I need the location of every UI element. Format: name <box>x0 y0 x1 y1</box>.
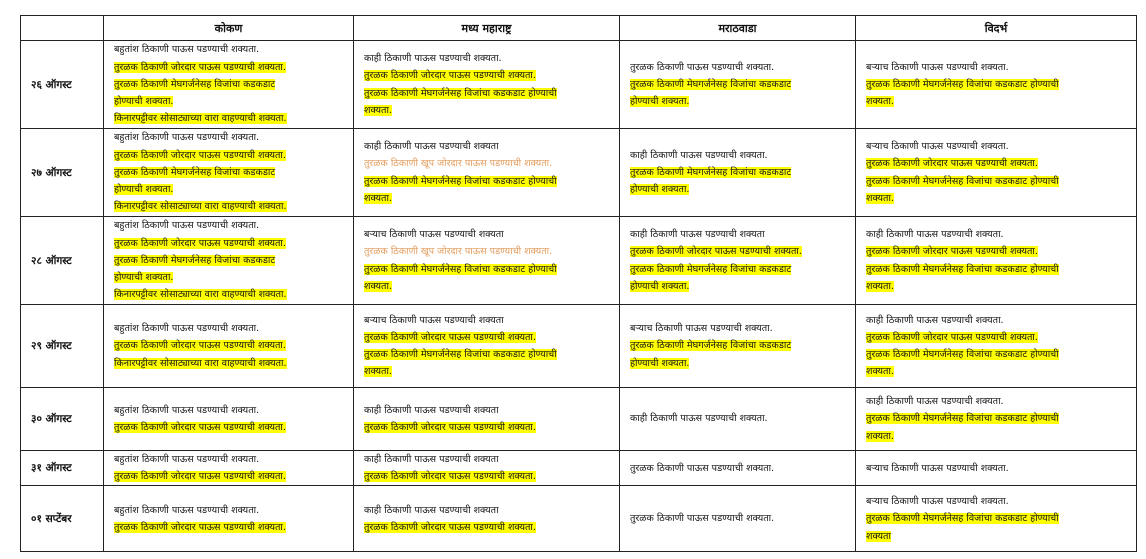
forecast-line-text: शक्यता. <box>866 280 894 292</box>
forecast-line-text: तुरळक ठिकाणी मेघगर्जनेसह विजांचा कडकडाट <box>630 340 792 352</box>
forecast-line <box>630 278 847 295</box>
forecast-line <box>114 269 345 286</box>
forecast-line-text: किनारपट्टीवर सोसाट्याच्या वारा वाहण्याची शक्यता. <box>114 113 287 125</box>
row-date: २७ ऑगस्ट <box>21 129 104 217</box>
forecast-line-text: तुरळक ठिकाणी मेघगर्जनेसह विजांचा कडकडाट <box>114 254 276 266</box>
forecast-line <box>364 173 611 190</box>
forecast-line-text: शक्यता. <box>364 192 392 204</box>
forecast-line <box>114 164 345 181</box>
forecast-line-text: तुरळक ठिकाणी जोरदार पाऊस पडण्याची शक्यता. <box>114 471 286 483</box>
forecast-line-text: तुरळक ठिकाणी मेघगर्जनेसह विजांचा कडकडाट होण्याची <box>866 175 1059 187</box>
forecast-line-text: काही ठिकाणी पाऊस पडण्याची शक्यता <box>364 454 499 465</box>
forecast-line <box>866 59 1128 76</box>
forecast-line <box>364 346 611 363</box>
forecast-cell-marathwada <box>620 217 856 305</box>
forecast-line-text: शक्यता. <box>364 280 392 292</box>
forecast-cell-madhya-maharashtra <box>354 41 620 129</box>
forecast-line-text: काही ठिकाणी पाऊस पडण्याची शक्यता. <box>866 229 1004 241</box>
forecast-line <box>866 173 1128 190</box>
forecast-line-text: तुरळक ठिकाणी खूप जोरदार पाऊस पडण्याची शक्यता. <box>364 246 553 258</box>
forecast-line <box>866 393 1128 410</box>
forecast-line-text: बऱ्याच ठिकाणी पाऊस पडण्याची शक्यता. <box>866 141 1009 153</box>
row-date: ०१ सप्टेंबर <box>21 486 104 552</box>
forecast-line-text: काही ठिकाणी पाऊस पडण्याची शक्यता. <box>866 314 1004 326</box>
table-row <box>21 451 1137 486</box>
forecast-line <box>866 510 1128 527</box>
forecast-line-text: बऱ्याच ठिकाणी पाऊस पडण्याची शक्यता <box>364 314 504 326</box>
header-konkan: कोकण <box>104 16 354 41</box>
forecast-line <box>364 85 611 102</box>
forecast-line <box>866 428 1128 445</box>
forecast-line <box>630 164 847 181</box>
forecast-line-text: बऱ्याच ठिकाणी पाऊस पडण्याची शक्यता. <box>866 61 1009 73</box>
forecast-line-text: तुरळक ठिकाणी जोरदार पाऊस पडण्याची शक्यता. <box>364 521 536 533</box>
forecast-line-text: शक्यता. <box>866 366 894 378</box>
forecast-line-text: तुरळक ठिकाणी मेघगर्जनेसह विजांचा कडकडाट होण्याची <box>866 78 1059 90</box>
table-row <box>21 129 1137 217</box>
forecast-line <box>364 451 611 468</box>
forecast-line-text: बहुतांश ठिकाणी पाऊस पडण्याची शक्यता. <box>114 404 260 416</box>
forecast-line-text: शक्यता. <box>866 430 894 442</box>
forecast-line-text: काही ठिकाणी पाऊस पडण्याची शक्यता. <box>630 413 768 425</box>
forecast-line-text: तुरळक ठिकाणी जोरदार पाऊस पडण्याची शक्यता. <box>114 422 286 433</box>
forecast-cell-madhya-maharashtra <box>354 388 620 451</box>
forecast-line <box>364 261 611 278</box>
forecast-cell-konkan <box>104 388 354 451</box>
forecast-line-text: होण्याची शक्यता. <box>630 280 690 292</box>
forecast-line <box>114 402 345 419</box>
forecast-line <box>114 181 345 198</box>
forecast-line-text: किनारपट्टीवर सोसाट्याच्या वारा वाहण्याची शक्यता. <box>114 201 287 213</box>
forecast-line <box>114 320 345 337</box>
forecast-line <box>866 528 1128 545</box>
forecast-line <box>364 278 611 295</box>
forecast-line-text: तुरळक ठिकाणी पाऊस पडण्याची शक्यता. <box>630 462 775 474</box>
forecast-line-text: होण्याची शक्यता. <box>114 272 174 284</box>
forecast-line <box>114 129 345 146</box>
forecast-line <box>866 278 1128 295</box>
forecast-line-text: तुरळक ठिकाणी मेघगर्जनेसह विजांचा कडकडाट <box>630 166 792 178</box>
forecast-line-text: काही ठिकाणी पाऊस पडण्याची शक्यता. <box>630 149 768 161</box>
forecast-line-text: तुरळक ठिकाणी खूप जोरदार पाऊस पडण्याची शक्यता. <box>364 158 553 170</box>
forecast-cell-marathwada <box>620 129 856 217</box>
header-madhya-maharashtra: मध्य महाराष्ट्र <box>354 16 620 41</box>
forecast-cell-konkan <box>104 486 354 552</box>
forecast-line <box>630 147 847 164</box>
forecast-line-text: काही ठिकाणी पाऊस पडण्याची शक्यता <box>364 504 499 516</box>
forecast-line <box>866 243 1128 260</box>
forecast-line-text: बहुतांश ठिकाणी पाऊस पडण्याची शक्यता. <box>114 132 260 144</box>
forecast-line <box>364 402 611 419</box>
forecast-line-text: बऱ्याच ठिकाणी पाऊस पडण्याची शक्यता. <box>866 462 1009 474</box>
forecast-cell-madhya-maharashtra <box>354 129 620 217</box>
forecast-cell-vidarbha <box>856 217 1137 305</box>
forecast-line <box>364 419 611 436</box>
forecast-line-text: होण्याची शक्यता. <box>630 96 690 108</box>
forecast-line <box>114 468 345 485</box>
row-date: ३१ ऑगस्ट <box>21 451 104 486</box>
forecast-line-text: होण्याची शक्यता. <box>630 184 690 196</box>
forecast-cell-konkan <box>104 129 354 217</box>
forecast-line-text: किनारपट्टीवर सोसाट्याच्या वारा वाहण्याची शक्यता. <box>114 357 287 369</box>
forecast-line-text: होण्याची शक्यता. <box>630 357 690 369</box>
forecast-line <box>866 226 1128 243</box>
forecast-line-text: तुरळक ठिकाणी मेघगर्जनेसह विजांचा कडकडाट होण्याची <box>364 87 557 99</box>
forecast-line-text: तुरळक ठिकाणी मेघगर्जनेसह विजांचा कडकडाट <box>630 263 792 275</box>
forecast-cell-vidarbha <box>856 129 1137 217</box>
forecast-line-text: तुरळक ठिकाणी जोरदार पाऊस पडण्याची शक्यता. <box>364 70 536 82</box>
forecast-line <box>630 320 847 337</box>
forecast-line <box>114 76 345 93</box>
forecast-cell-konkan <box>104 451 354 486</box>
forecast-line <box>364 363 611 380</box>
forecast-line-text: तुरळक ठिकाणी मेघगर्जनेसह विजांचा कडकडाट होण्याची <box>364 263 557 275</box>
forecast-line <box>364 243 611 260</box>
forecast-cell-vidarbha <box>856 305 1137 388</box>
forecast-line-text: तुरळक ठिकाणी जोरदार पाऊस पडण्याची शक्यता. <box>364 422 536 433</box>
forecast-line-text: तुरळक ठिकाणी मेघगर्जनेसह विजांचा कडकडाट होण्याची <box>866 263 1059 275</box>
forecast-line-text: होण्याची शक्यता. <box>114 184 174 196</box>
forecast-cell-madhya-maharashtra <box>354 486 620 552</box>
forecast-line <box>866 138 1128 155</box>
forecast-line <box>364 468 611 485</box>
forecast-line <box>114 355 345 372</box>
forecast-line-text: तुरळक ठिकाणी पाऊस पडण्याची शक्यता. <box>630 61 775 73</box>
forecast-line <box>630 59 847 76</box>
forecast-line-text: तुरळक ठिकाणी मेघगर्जनेसह विजांचा कडकडाट होण्याची <box>364 175 557 187</box>
forecast-line <box>114 59 345 76</box>
forecast-cell-madhya-maharashtra <box>354 217 620 305</box>
forecast-line <box>866 76 1128 93</box>
forecast-line <box>630 510 847 527</box>
forecast-line-text: बहुतांश ठिकाणी पाऊस पडण्याची शक्यता. <box>114 44 260 56</box>
forecast-cell-marathwada <box>620 451 856 486</box>
forecast-line <box>114 110 345 127</box>
forecast-line-text: तुरळक ठिकाणी जोरदार पाऊस पडण्याची शक्यता. <box>866 331 1038 343</box>
forecast-line <box>630 410 847 427</box>
forecast-line-text: तुरळक ठिकाणी जोरदार पाऊस पडण्याची शक्यता. <box>114 149 286 161</box>
forecast-line-text: तुरळक ठिकाणी मेघगर्जनेसह विजांचा कडकडाट होण्याची <box>866 349 1059 360</box>
forecast-line-text: तुरळक ठिकाणी मेघगर्जनेसह विजांचा कडकडाट होण्याची <box>866 413 1059 425</box>
forecast-line <box>630 76 847 93</box>
forecast-line <box>114 502 345 519</box>
forecast-line-text: तुरळक ठिकाणी मेघगर्जनेसह विजांचा कडकडाट <box>630 78 792 90</box>
forecast-line <box>364 519 611 536</box>
forecast-line <box>114 286 345 303</box>
forecast-cell-konkan <box>104 305 354 388</box>
row-date: ३० ऑगस्ट <box>21 388 104 451</box>
row-date: २९ ऑगस्ट <box>21 305 104 388</box>
forecast-line-text: बहुतांश ठिकाणी पाऊस पडण्याची शक्यता. <box>114 220 260 232</box>
table-row <box>21 217 1137 305</box>
forecast-cell-vidarbha <box>856 388 1137 451</box>
forecast-cell-marathwada <box>620 486 856 552</box>
forecast-line-text: तुरळक ठिकाणी जोरदार पाऊस पडण्याची शक्यता. <box>114 340 286 352</box>
forecast-cell-konkan <box>104 41 354 129</box>
forecast-line <box>630 181 847 198</box>
table-row <box>21 388 1137 451</box>
forecast-cell-madhya-maharashtra <box>354 305 620 388</box>
forecast-line <box>866 190 1128 207</box>
table-row <box>21 486 1137 552</box>
forecast-line <box>114 235 345 252</box>
forecast-line <box>630 337 847 354</box>
header-date <box>21 16 104 41</box>
forecast-line-text: तुरळक ठिकाणी मेघगर्जनेसह विजांचा कडकडाट <box>114 78 276 90</box>
forecast-line <box>866 329 1128 346</box>
forecast-line-text: काही ठिकाणी पाऊस पडण्याची शक्यता <box>364 404 499 416</box>
forecast-line-text: किनारपट्टीवर सोसाट्याच्या वारा वाहण्याची शक्यता. <box>114 289 287 301</box>
forecast-line-text: तुरळक ठिकाणी मेघगर्जनेसह विजांचा कडकडाट होण्याची <box>866 513 1059 525</box>
forecast-cell-vidarbha <box>856 451 1137 486</box>
table-row <box>21 41 1137 129</box>
forecast-line-text: बहुतांश ठिकाणी पाऊस पडण्याची शक्यता. <box>114 323 260 335</box>
forecast-line <box>866 93 1128 110</box>
forecast-line <box>114 519 345 536</box>
forecast-line <box>114 147 345 164</box>
forecast-line <box>114 41 345 58</box>
forecast-cell-vidarbha <box>856 41 1137 129</box>
forecast-line-text: शक्यता. <box>866 192 894 204</box>
forecast-line-text: तुरळक ठिकाणी मेघगर्जनेसह विजांचा कडकडाट <box>114 166 276 178</box>
forecast-line-text: तुरळक ठिकाणी जोरदार पाऊस पडण्याची शक्यता. <box>866 158 1038 170</box>
forecast-line <box>364 312 611 329</box>
forecast-line <box>866 312 1128 329</box>
forecast-line <box>114 217 345 234</box>
forecast-line <box>114 252 345 269</box>
forecast-line-text: काही ठिकाणी पाऊस पडण्याची शक्यता <box>364 141 499 153</box>
forecast-line-text: शक्यता. <box>364 104 392 116</box>
forecast-line <box>866 410 1128 427</box>
forecast-cell-marathwada <box>620 388 856 451</box>
forecast-line <box>866 346 1128 363</box>
forecast-line-text: तुरळक ठिकाणी जोरदार पाऊस पडण्याची शक्यता. <box>364 471 536 483</box>
forecast-line-text: तुरळक ठिकाणी जोरदार पाऊस पडण्याची शक्यता. <box>114 237 286 249</box>
forecast-body <box>21 41 1137 552</box>
forecast-line <box>364 190 611 207</box>
forecast-line-text: बऱ्याच ठिकाणी पाऊस पडण्याची शक्यता. <box>866 496 1009 508</box>
forecast-line <box>630 460 847 477</box>
forecast-line-text: बहुतांश ठिकाणी पाऊस पडण्याची शक्यता. <box>114 504 260 516</box>
forecast-line <box>630 261 847 278</box>
forecast-line-text: बऱ्याच ठिकाणी पाऊस पडण्याची शक्यता <box>364 229 504 241</box>
forecast-line-text: तुरळक ठिकाणी पाऊस पडण्याची शक्यता. <box>630 513 775 525</box>
forecast-line <box>866 155 1128 172</box>
forecast-line <box>364 138 611 155</box>
forecast-line <box>866 460 1128 477</box>
forecast-line <box>364 226 611 243</box>
forecast-line <box>630 355 847 372</box>
forecast-line <box>364 67 611 84</box>
forecast-line <box>364 329 611 346</box>
forecast-line-text: शक्यता. <box>364 366 392 378</box>
forecast-line-text: शक्यता. <box>866 96 894 108</box>
forecast-line <box>364 50 611 67</box>
forecast-table <box>20 15 1137 552</box>
forecast-line-text: तुरळक ठिकाणी जोरदार पाऊस पडण्याची शक्यता. <box>114 521 286 533</box>
forecast-line-text: काही ठिकाणी पाऊस पडण्याची शक्यता. <box>866 396 1004 408</box>
row-date: २८ ऑगस्ट <box>21 217 104 305</box>
forecast-line-text: बहुतांश ठिकाणी पाऊस पडण्याची शक्यता. <box>114 454 260 465</box>
row-date: २६ ऑगस्ट <box>21 41 104 129</box>
forecast-line-text: तुरळक ठिकाणी जोरदार पाऊस पडण्याची शक्यता. <box>866 246 1038 258</box>
forecast-line <box>630 226 847 243</box>
forecast-line <box>114 93 345 110</box>
forecast-line <box>866 261 1128 278</box>
forecast-line-text: तुरळक ठिकाणी जोरदार पाऊस पडण्याची शक्यता. <box>114 61 286 73</box>
forecast-line-text: होण्याची शक्यता. <box>114 96 174 108</box>
forecast-line <box>630 93 847 110</box>
forecast-cell-vidarbha <box>856 486 1137 552</box>
forecast-line <box>630 243 847 260</box>
forecast-line-text: तुरळक ठिकाणी मेघगर्जनेसह विजांचा कडकडाट होण्याची <box>364 349 557 360</box>
forecast-line-text: काही ठिकाणी पाऊस पडण्याची शक्यता <box>630 229 765 241</box>
table-row <box>21 305 1137 388</box>
forecast-cell-madhya-maharashtra <box>354 451 620 486</box>
forecast-cell-konkan <box>104 217 354 305</box>
forecast-line <box>114 419 345 436</box>
header-marathwada: मराठवाडा <box>620 16 856 41</box>
forecast-line-text: तुरळक ठिकाणी जोरदार पाऊस पडण्याची शक्यता. <box>630 246 802 258</box>
forecast-line <box>114 337 345 354</box>
forecast-line-text: काही ठिकाणी पाऊस पडण्याची शक्यता. <box>364 53 502 65</box>
forecast-line <box>114 198 345 215</box>
header-row <box>21 16 1137 41</box>
forecast-line <box>866 363 1128 380</box>
forecast-line-text: शक्यता <box>866 530 891 542</box>
forecast-line <box>364 102 611 119</box>
header-vidarbha: विदर्भ <box>856 16 1137 41</box>
forecast-line-text: बऱ्याच ठिकाणी पाऊस पडण्याची शक्यता. <box>630 323 773 335</box>
forecast-cell-marathwada <box>620 305 856 388</box>
forecast-line <box>114 451 345 468</box>
forecast-line <box>866 493 1128 510</box>
forecast-line <box>364 155 611 172</box>
forecast-line <box>364 502 611 519</box>
forecast-cell-marathwada <box>620 41 856 129</box>
forecast-line-text: तुरळक ठिकाणी जोरदार पाऊस पडण्याची शक्यता. <box>364 331 536 343</box>
